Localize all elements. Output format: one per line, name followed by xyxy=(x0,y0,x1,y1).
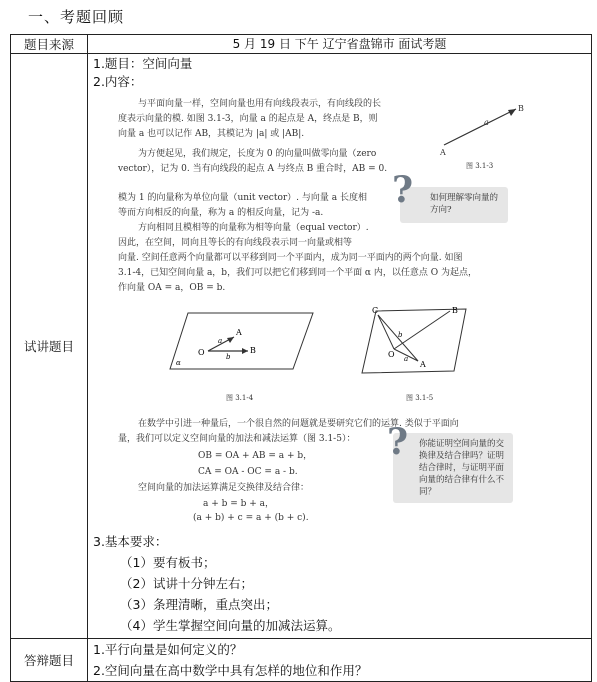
question-mark-icon: ? xyxy=(392,169,414,211)
bubble-line: 同？ xyxy=(419,487,437,497)
book-line: 方向相同且模相等的向量称为相等向量（equal vector）. xyxy=(138,223,369,233)
think-bubble xyxy=(387,421,513,503)
book-line: 模为 1 的向量称为单位向量（unit vector）. 与向量 a 长度相 xyxy=(118,193,367,203)
book-line: 3.1-4，已知空间向量 a，b，我们可以把它们移到同一个平面 α 内，以任意点 O 为起点， xyxy=(118,268,477,278)
svg-text:O: O xyxy=(198,348,205,357)
book-line: 量，我们可以定义空间向量的加法和减法运算（图 3.1-5）： xyxy=(118,434,356,444)
svg-text:a: a xyxy=(484,118,489,127)
bubble-line: 结合律时，与证明平面 xyxy=(419,463,505,473)
requirement-item: （3）条理清晰，重点突出； xyxy=(120,597,278,612)
bubble-line: 换律及结合律吗？证明 xyxy=(419,451,505,461)
figure-caption: 图 3.1-4 xyxy=(226,394,254,402)
book-line: 因此，在空间，同向且等长的有向线段表示同一向量或相等 xyxy=(118,238,353,248)
book-line: 度表示向量的模. 如图 3.1-3，向量 a 的起点是 A，终点是 B，则 xyxy=(118,114,378,124)
svg-text:B: B xyxy=(250,346,256,355)
svg-text:b: b xyxy=(226,353,231,361)
section-title: 一、考题回顾 xyxy=(28,8,125,26)
svg-text:B: B xyxy=(452,306,458,315)
defense-question: 2.空间向量在高中数学中具有怎样的地位和作用？ xyxy=(93,663,368,678)
requirement-item: （2）试讲十分钟左右； xyxy=(120,576,253,591)
figure-3-1-4 xyxy=(168,307,318,377)
book-line: 为方便起见，我们规定，长度为 0 的向量叫做零向量（zero xyxy=(138,149,377,159)
think-bubble xyxy=(392,169,508,223)
trial-topic: 1.题目：空间向量 xyxy=(93,56,193,71)
requirements-label: 3.基本要求： xyxy=(93,534,168,549)
figure-caption: 图 3.1-5 xyxy=(406,394,434,402)
svg-text:O: O xyxy=(388,350,395,359)
book-line: 在数学中引进一种量后，一个很自然的问题就是要研究它们的运算. 类似于平面向 xyxy=(138,419,459,429)
svg-text:α: α xyxy=(176,359,181,367)
trial-row xyxy=(11,54,592,639)
trial-content-label: 2.内容： xyxy=(93,74,143,89)
book-formula: OB = OA + AB = a + b， xyxy=(198,451,313,461)
source-value: 5 月 19 日 下午 辽宁省盘锦市 面试考题 xyxy=(88,35,592,54)
book-line: 作向量 OA = a，OB = b. xyxy=(118,283,226,293)
book-line: 空间向量的加法运算满足交换律及结合律： xyxy=(138,483,310,493)
svg-text:A: A xyxy=(236,328,242,337)
book-line: 向量 a 也可以记作 AB，其模记为 |a| 或 |AB|. xyxy=(118,129,305,139)
svg-text:C: C xyxy=(372,306,379,315)
book-formula: CA = OA - OC = a - b. xyxy=(198,467,298,477)
trial-content xyxy=(88,54,592,639)
figure-3-1-3 xyxy=(438,101,528,159)
requirement-item: （1）要有板书； xyxy=(120,555,216,570)
book-formula: (a + b) + c = a + (b + c). xyxy=(193,513,309,523)
defense-row xyxy=(11,639,592,682)
book-line: 等而方向相反的向量，称为 a 的相反向量，记为 -a. xyxy=(118,208,324,218)
header-row xyxy=(11,35,592,54)
figure-caption: 图 3.1-3 xyxy=(466,162,494,170)
svg-text:a: a xyxy=(218,337,223,345)
bubble-line: 向量的结合律有什么不 xyxy=(419,475,505,485)
book-line: vector），记为 0. 当有向线段的起点 A 与终点 B 重合时，AB = 0. xyxy=(118,164,388,174)
source-label: 题目来源 xyxy=(11,35,88,54)
requirement-item: （4）学生掌握空间向量的加减法运算。 xyxy=(120,618,341,633)
book-formula: a + b = b + a， xyxy=(203,499,275,509)
bubble-line: 方向? xyxy=(430,205,452,215)
bubble-line: 你能证明空间向量的交 xyxy=(419,439,505,449)
trial-label: 试讲题目 xyxy=(11,54,88,639)
exam-table xyxy=(10,34,592,682)
question-mark-icon: ? xyxy=(387,421,409,463)
svg-text:a: a xyxy=(404,355,409,363)
defense-content xyxy=(88,639,592,682)
bubble-line: 如何理解零向量的 xyxy=(430,193,499,203)
svg-text:B: B xyxy=(518,104,524,113)
defense-question: 1.平行向量是如何定义的？ xyxy=(93,642,243,657)
book-line: 与平面向量一样，空间向量也用有向线段表示，有向线段的长 xyxy=(138,99,382,109)
defense-label: 答辩题目 xyxy=(11,639,88,682)
svg-text:A: A xyxy=(440,148,446,157)
svg-text:A: A xyxy=(420,360,426,369)
figure-3-1-5 xyxy=(358,301,470,381)
book-line: 向量. 空间任意两个向量都可以平移到同一个平面内，成为同一平面内的两个向量. 如图 xyxy=(118,253,463,263)
svg-text:b: b xyxy=(398,331,403,339)
textbook-excerpt xyxy=(108,95,564,523)
